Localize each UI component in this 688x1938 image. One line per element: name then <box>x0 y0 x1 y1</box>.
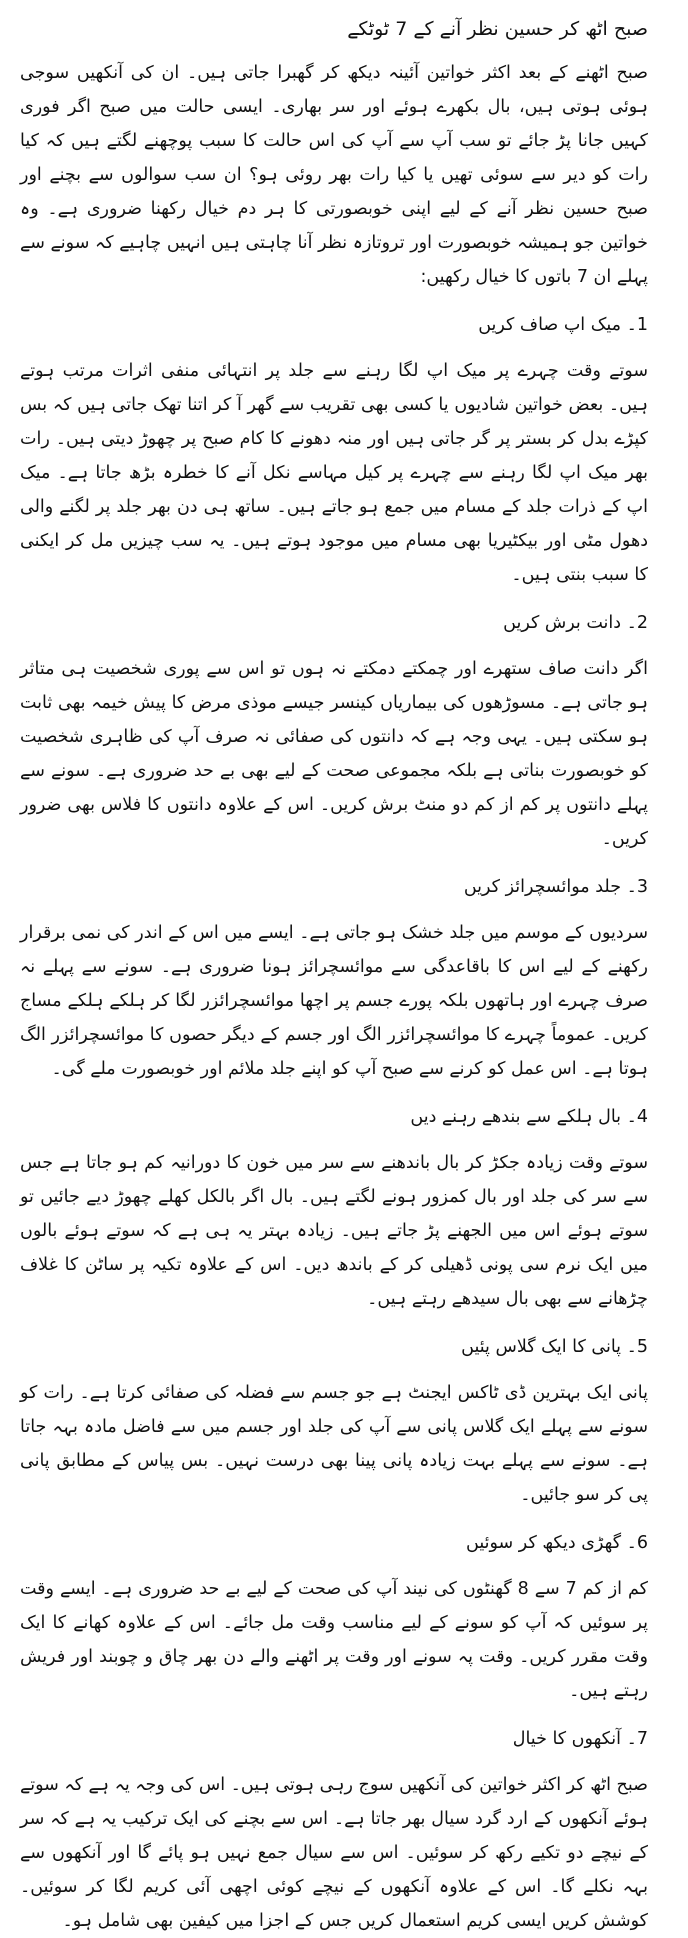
section-body-sleep-time: کم از کم 7 سے 8 گھنٹوں کی نیند آپ کی صحت کے لیے بے حد ضروری ہے۔ ایسے وقت پر سوئیں کہ آپ کو سونے کے لیے مناسب وقت مل جائے۔ اس کے علاوہ کھانے کا ایک وقت مقرر کریں۔ وقت پہ سونے اور وقت پر اٹھنے والے دن بھر چاق و چوبند اور فریش رہتے ہیں۔ <box>20 1579 648 1701</box>
section-body-water: پانی ایک بہترین ڈی ٹاکس ایجنٹ ہے جو جسم سے فضلہ کی صفائی کرتا ہے۔ رات کو سونے سے پہلے ایک گلاس پانی سے آپ کی جلد اور جسم میں سے فاضل مادہ بہہ جاتا ہے۔ سونے سے پہلے بہت زیادہ پانی پینا بھی درست نہیں۔ بس پیاس کے مطابق پانی پی کر سو جائیں۔ <box>20 1383 648 1505</box>
section-body-eyes: صبح اٹھ کر اکثر خواتین کی آنکھیں سوج رہی ہوتی ہیں۔ اس کی وجہ یہ ہے کہ سوتے ہوئے آنکھوں کے ارد گرد سیال بھر جاتا ہے۔ اس سے بچنے کی ایک ترکیب یہ ہے کہ سر کے نیچے دو تکیے رکھ کر سوئیں۔ اس سے سیال جمع نہیں ہو پائے گا اور آنکھوں سے بہہ نکلے گا۔ اس کے علاوہ آنکھوں کے نیچے کوئی اچھی آئی کریم لگا کر سوئیں۔ کوشش کریں ایسی کریم استعمال کریں جس کے اجزا میں کیفین بھی شامل ہو۔ <box>20 1775 648 1931</box>
section-body-makeup: سوتے وقت چہرے پر میک اپ لگا رہنے سے جلد پر انتہائی منفی اثرات مرتب ہوتے ہیں۔ بعض خواتین شادیوں یا کسی بھی تقریب سے گھر آ کر اتنا تھک جاتی ہیں کہ بس کپڑے بدل کر بستر پر گر جاتی ہیں اور منہ دھونے کا کام صبح پر چھوڑ دیتی ہیں۔ رات بھر میک اپ لگا رہنے سے چہرے پر کیل مہاسے نکل آنے کا خطرہ بڑھ جاتا ہے۔ میک اپ کے ذرات جلد کے مسام میں جمع ہو جاتے ہیں۔ ساتھ ہی دن بھر جلد پر لگنے والی دھول مٹی اور بیکٹیریا بھی مسام میں موجود ہوتے ہیں۔ یہ سب چیزیں مل کر ایکنی کا سبب بنتی ہیں۔ <box>20 361 648 585</box>
section-heading-moisturize: 3۔ جلد موائسچرائز کریں <box>463 877 648 897</box>
section-body-hair: سوتے وقت زیادہ جکڑ کر بال باندھنے سے سر میں خون کا دورانیہ کم ہو جاتا ہے جس سے سر کی جلد اور بال کمزور ہونے لگتے ہیں۔ بال اگر بالکل کھلے چھوڑ دیے جائیں تو سوتے ہوئے اس میں الجھنے پڑ جاتے ہیں۔ زیادہ بہتر یہ ہی ہے کہ سوتے ہوئے بالوں میں ایک نرم سی پونی ڈھیلی کر کے باندھ دیں۔ اس کے علاوہ تکیہ پر ساٹن کا غلاف چڑھانے سے بھی بال سیدھے رہتے ہیں۔ <box>20 1153 648 1309</box>
section-heading-water: 5۔ پانی کا ایک گلاس پئیں <box>461 1337 648 1357</box>
section-heading-makeup: 1۔ میک اپ صاف کریں <box>478 315 648 335</box>
section-heading-sleep-time: 6۔ گھڑی دیکھ کر سوئیں <box>466 1533 648 1553</box>
section-heading-eyes: 7۔ آنکھوں کا خیال <box>512 1729 648 1749</box>
section-body-teeth: اگر دانت صاف ستھرے اور چمکتے دمکتے نہ ہوں تو اس سے پوری شخصیت ہی متاثر ہو جاتی ہے۔ مسوڑھوں کی بیماریاں کینسر جیسے موذی مرض کا پیش خیمہ بھی ثابت ہو سکتی ہیں۔ یہی وجہ ہے کہ دانتوں کی صفائی نہ صرف آپ کی ظاہری شخصیت کو خوبصورت بناتی ہے بلکہ مجموعی صحت کے لیے بھی بے حد ضروری ہے۔ سونے سے پہلے دانتوں پر کم از کم دو منٹ برش کریں۔ اس کے علاوہ دانتوں کا فلاس بھی ضرور کریں۔ <box>20 659 648 849</box>
section-body-moisturize: سردیوں کے موسم میں جلد خشک ہو جاتی ہے۔ ایسے میں اس کے اندر کی نمی برقرار رکھنے کے لیے اس کا باقاعدگی سے موائسچرائز ہونا ضروری ہے۔ سونے سے پہلے نہ صرف چہرے اور ہاتھوں بلکہ پورے جسم پر اچھا موائسچرائزر لگا کر ہلکے ہلکے مساج کریں۔ عموماً چہرے کا موائسچرائزر الگ اور جسم کے دیگر حصوں کا موائسچرائزر الگ ہوتا ہے۔ اس عمل کو کرنے سے صبح آپ کو اپنے جلد ملائم اور خوبصورت ملے گی۔ <box>20 923 648 1079</box>
section-heading-teeth: 2۔ دانت برش کریں <box>503 613 648 633</box>
section-heading-hair: 4۔ بال ہلکے سے بندھے رہنے دیں <box>410 1107 648 1127</box>
article-intro: صبح اٹھنے کے بعد اکثر خواتین آئینہ دیکھ کر گھبرا جاتی ہیں۔ ان کی آنکھیں سوجی ہوئی ہوتی ہیں، بال بکھرے ہوئے اور سر بھاری۔ ایسی حالت میں صبح اگر فوری کہیں جانا پڑ جائے تو سب آپ سے آپ کی اس حالت کا سبب پوچھنے لگتے ہیں کہ کیا رات کو دیر سے سوئی تھیں یا کیا رات بھر روئی ہو؟ ان سب سوالوں سے بچنے اور صبح حسین نظر آنے کے لیے اپنی خوبصورتی کا ہر دم خیال رکھنا ضروری ہے۔ وہ خواتین جو ہمیشہ خوبصورت اور تروتازہ نظر آنا چاہتی ہیں انہیں چاہیے کہ سونے سے پہلے ان 7 باتوں کا خیال رکھیں: <box>20 63 648 287</box>
article-title: صبح اٹھ کر حسین نظر آنے کے 7 ٹوٹکے <box>347 18 648 40</box>
